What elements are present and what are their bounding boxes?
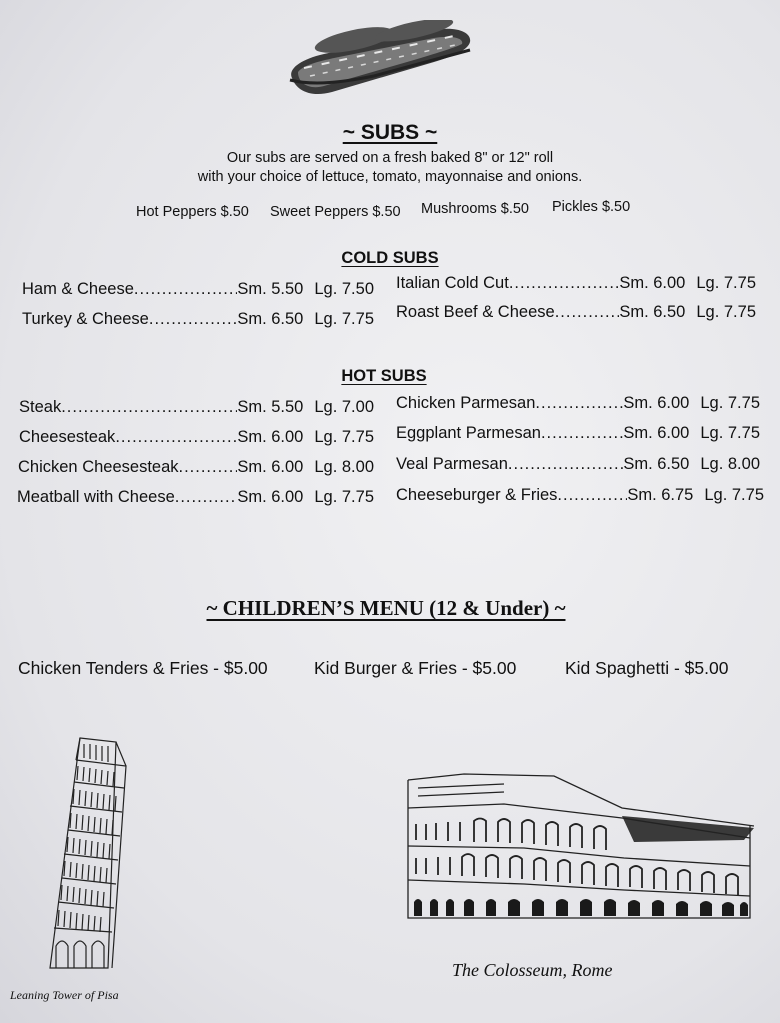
menu-item bbox=[22, 310, 374, 329]
menu-item-lg-price: Lg. 7.75 bbox=[700, 424, 760, 442]
menu-item-lg-price: Lg. 8.00 bbox=[700, 455, 760, 473]
colosseum-caption: The Colosseum, Rome bbox=[452, 960, 613, 980]
menu-item-name: Roast Beef & Cheese bbox=[396, 303, 555, 321]
menu-item-name: Cheesesteak bbox=[19, 428, 116, 446]
menu-item-name: Italian Cold Cut bbox=[396, 274, 509, 292]
menu-item-name: Ham & Cheese bbox=[22, 280, 134, 298]
menu-item-name: Cheeseburger & Fries bbox=[396, 486, 558, 504]
menu-item-lg-price: Lg. 7.50 bbox=[314, 280, 374, 298]
menu-item bbox=[396, 424, 760, 443]
kids-item: Chicken Tenders & Fries - $5.00 bbox=[18, 658, 268, 678]
menu-item-sm-price: Sm. 6.00 bbox=[623, 394, 690, 412]
menu-item-sm-price: Sm. 5.50 bbox=[237, 398, 304, 416]
menu-item bbox=[18, 458, 374, 477]
menu-item-name: Eggplant Parmesan bbox=[396, 424, 541, 442]
menu-item bbox=[396, 455, 760, 474]
menu-item-sm-price: Sm. 6.50 bbox=[623, 455, 690, 473]
menu-item-name: Steak bbox=[19, 398, 62, 416]
menu-item-sm-price: Sm. 6.00 bbox=[237, 428, 304, 446]
menu-item bbox=[17, 488, 374, 507]
subs-intro-line1: Our subs are served on a fresh baked 8" or 12" roll bbox=[226, 150, 554, 166]
menu-item-lg-price: Lg. 7.75 bbox=[314, 310, 374, 328]
menu-item bbox=[19, 398, 374, 417]
menu-item-sm-price: Sm. 6.00 bbox=[237, 488, 304, 506]
menu-item bbox=[22, 280, 374, 299]
menu-item-lg-price: Lg. 7.75 bbox=[314, 428, 374, 446]
kids-item: Kid Spaghetti - $5.00 bbox=[565, 658, 729, 678]
menu-item-name: Chicken Cheesesteak bbox=[18, 458, 179, 476]
menu-item-sm-price: Sm. 6.00 bbox=[237, 458, 304, 476]
colosseum-icon bbox=[404, 768, 754, 930]
menu-item-lg-price: Lg. 7.75 bbox=[704, 486, 764, 504]
menu-item bbox=[396, 394, 760, 413]
subs-intro-line2: with your choice of lettuce, tomato, mayonnaise and onions. bbox=[197, 169, 583, 185]
menu-item-lg-price: Lg. 7.00 bbox=[314, 398, 374, 416]
menu-item-lg-price: Lg. 7.75 bbox=[700, 394, 760, 412]
sub-sandwich-icon bbox=[284, 20, 480, 100]
menu-item bbox=[396, 303, 756, 322]
menu-item bbox=[396, 274, 756, 293]
menu-item-sm-price: Sm. 6.00 bbox=[619, 274, 686, 292]
subs-title: ~ SUBS ~ bbox=[342, 121, 438, 144]
hot-subs-title: HOT SUBS bbox=[341, 367, 427, 385]
childrens-menu-title: ~ CHILDREN’S MENU (12 & Under) ~ bbox=[206, 596, 566, 620]
extra-sweet-peppers: Sweet Peppers $.50 bbox=[270, 204, 401, 220]
menu-item-lg-price: Lg. 8.00 bbox=[314, 458, 374, 476]
menu-item-lg-price: Lg. 7.75 bbox=[696, 303, 756, 321]
menu-item-sm-price: Sm. 5.50 bbox=[237, 280, 304, 298]
menu-item-name: Turkey & Cheese bbox=[22, 310, 149, 328]
menu-item bbox=[19, 428, 374, 447]
menu-item-name: Meatball with Cheese bbox=[17, 488, 175, 506]
extra-mushrooms: Mushrooms $.50 bbox=[421, 201, 529, 217]
extra-pickles: Pickles $.50 bbox=[552, 199, 631, 215]
menu-item-name: Veal Parmesan bbox=[396, 455, 508, 473]
leaning-tower-icon bbox=[40, 732, 140, 980]
pisa-caption: Leaning Tower of Pisa bbox=[10, 988, 119, 1002]
kids-item: Kid Burger & Fries - $5.00 bbox=[314, 658, 517, 678]
menu-item-sm-price: Sm. 6.00 bbox=[623, 424, 690, 442]
menu-item-sm-price: Sm. 6.50 bbox=[619, 303, 686, 321]
menu-item-name: Chicken Parmesan bbox=[396, 394, 536, 412]
menu-item-lg-price: Lg. 7.75 bbox=[314, 488, 374, 506]
menu-item bbox=[396, 486, 764, 505]
menu-item-sm-price: Sm. 6.75 bbox=[627, 486, 694, 504]
extra-hot-peppers: Hot Peppers $.50 bbox=[136, 204, 249, 220]
cold-subs-title: COLD SUBS bbox=[341, 249, 439, 267]
menu-item-lg-price: Lg. 7.75 bbox=[696, 274, 756, 292]
menu-item-sm-price: Sm. 6.50 bbox=[237, 310, 304, 328]
